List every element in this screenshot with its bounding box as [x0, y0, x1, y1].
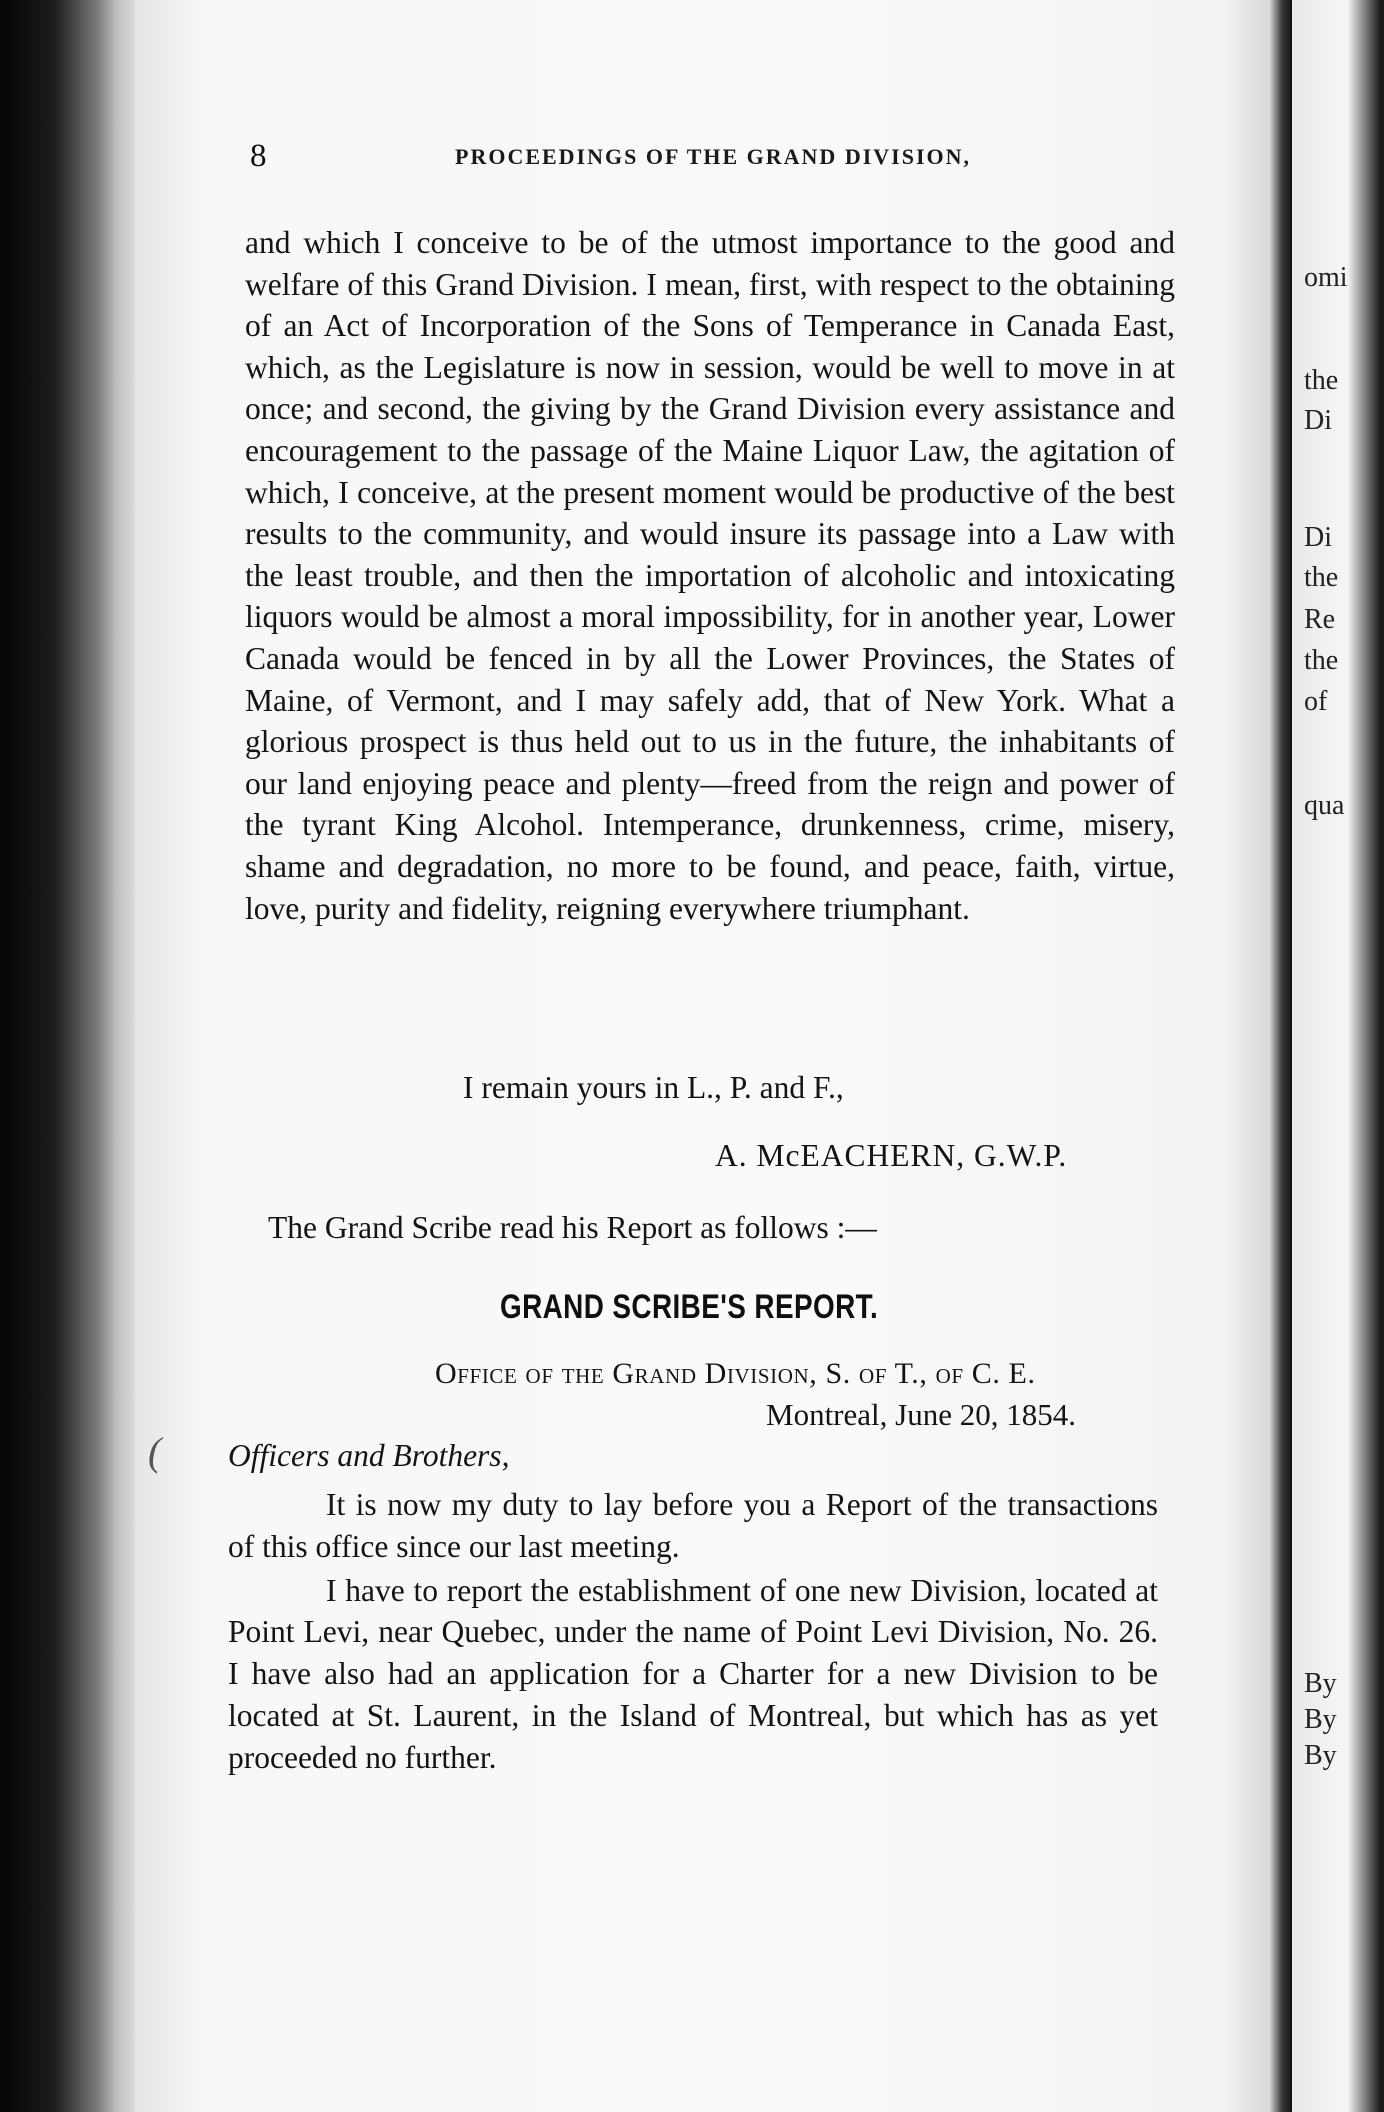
- running-head: PROCEEDINGS OF THE GRAND DIVISION,: [455, 144, 972, 169]
- page-header: [250, 138, 1170, 178]
- adjacent-page-fragment: the: [1304, 365, 1339, 396]
- report-salutation: Officers and Brothers,: [228, 1438, 510, 1473]
- report-intro-line: The Grand Scribe read his Report as follows :—: [268, 1210, 877, 1245]
- report-office-line: Office of the Grand Division, S. of T., of C. E.: [435, 1357, 1036, 1390]
- book-binding-shadow: [0, 0, 135, 2112]
- adjacent-page-fragment: Di: [1304, 522, 1332, 553]
- report-body: [228, 1484, 1158, 1779]
- letter-signature: A. McEACHERN, G.W.P.: [715, 1138, 1068, 1173]
- adjacent-page-fragment: By: [1304, 1704, 1337, 1735]
- adjacent-page-fragment: By: [1304, 1740, 1337, 1771]
- adjacent-page-fragment: Di: [1304, 405, 1332, 436]
- adjacent-page-fragment: the: [1304, 562, 1339, 593]
- report-paragraph: I have to report the establishment of one new Division, located at Point Levi, near Quebec, under the name of Point Levi Division, No. 26. I have also had an application for a Charter for a new Division to be located at St. Laurent, in the Island of Montreal, but which has as yet proceeded no further.: [228, 1572, 1158, 1775]
- page-number: 8: [250, 138, 267, 174]
- adjacent-page-edge: [1292, 0, 1384, 2112]
- letter-signoff: I remain yours in L., P. and F.,: [463, 1070, 844, 1105]
- letter-paragraph: and which I conceive to be of the utmost importance to the good and welfare of this Grand Division. I mean, first, with respect to the obtaining of an Act of Incorporation of the Sons of Temperance in Canada East, which, as the Legislature is now in session, would be well to move in at once; and second, the giving by the Grand Division every assistance and encouragement to the passage of the Maine Liquor Law, the agitation of which, I conceive, at the present moment would be productive of the best results to the community, and would insure its passage into a Law with the least trouble, and then the importation of alcoholic and intoxicating liquors would be almost a moral impossibility, for in another year, Lower Canada would be fenced in by all the Lower Provinces, the States of Maine, of Vermont, and I may safely add, that of New York. What a glorious prospect is thus held out to us in the future, the inhabitants of our land enjoying peace and plenty—freed from the reign and power of the tyrant King Alcohol. Intemperance, drunkenness, crime, misery, shame and degradation, no more to be found, and peace, faith, virtue, love, purity and fidelity, reigning everywhere triumphant.: [245, 225, 1175, 926]
- adjacent-page-fragment: Re: [1304, 604, 1336, 635]
- adjacent-page-fragment: qua: [1304, 790, 1345, 821]
- adjacent-page-fragment: the: [1304, 645, 1339, 676]
- letter-body: [245, 222, 1175, 929]
- report-paragraph: It is now my duty to lay before you a Report of the transactions of this office since our last meeting.: [228, 1487, 1158, 1564]
- report-title: GRAND SCRIBE'S REPORT.: [500, 1288, 879, 1326]
- adjacent-page-fragment: of: [1304, 686, 1328, 717]
- report-date-line: Montreal, June 20, 1854.: [766, 1397, 1076, 1432]
- book-gutter-shadow: [1270, 0, 1292, 2112]
- adjacent-page-fragment: By: [1304, 1668, 1337, 1699]
- margin-mark: (: [148, 1429, 162, 1474]
- adjacent-page-fragment: omi: [1304, 262, 1348, 293]
